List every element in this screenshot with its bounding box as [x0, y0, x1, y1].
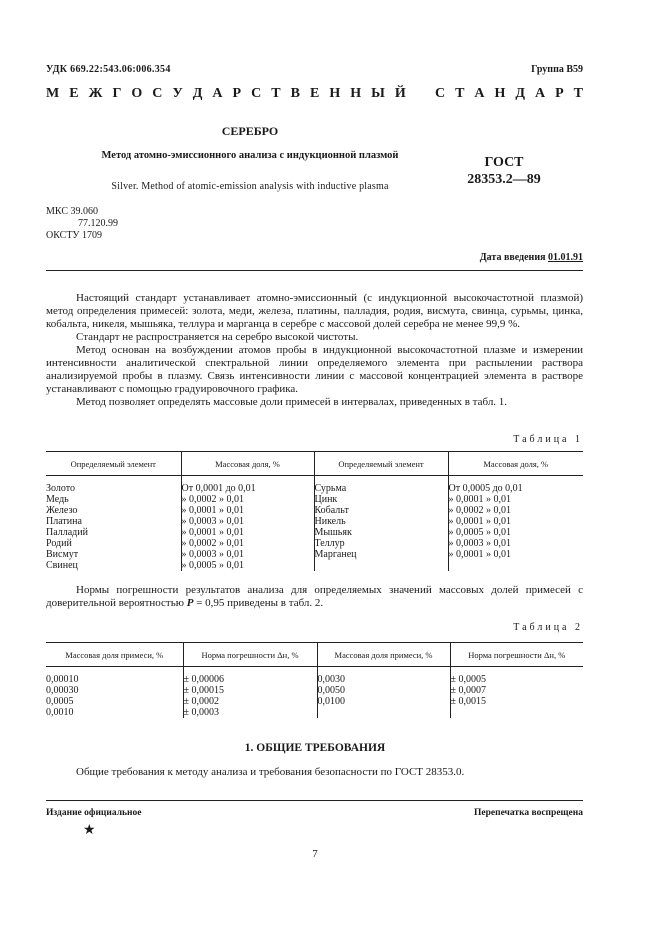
gost-code: 28353.2—89: [467, 172, 541, 187]
star-icon: ★: [83, 823, 96, 838]
gost-label: ГОСТ: [484, 155, 524, 170]
table-cell: ± 0,00006: [183, 674, 224, 685]
table1-header: Определяемый элемент: [314, 452, 448, 476]
document-title: СЕРЕБРО: [221, 124, 279, 138]
table-cell: 0,0010: [46, 707, 74, 718]
effective-date: [480, 252, 583, 263]
table2-caption: Таблица 2: [513, 622, 583, 633]
paragraph: Метод позволяет определять массовые доли примесей в интервалах, приведенных в табл. 1.: [76, 396, 508, 408]
table-cell: Марганец: [314, 549, 357, 560]
table-cell: Палладий: [46, 527, 88, 538]
table-cell: ± 0,00015: [183, 685, 224, 696]
table-cell: Свинец: [46, 560, 78, 571]
mks-code-second: 77.120.99: [78, 218, 118, 229]
table-cell: » 0,0002 » 0,01: [181, 538, 244, 549]
table2-col-values-right: [317, 667, 450, 719]
banner-word: С Т А Н Д А Р Т: [435, 86, 583, 101]
table-cell: » 0,0001 » 0,01: [448, 494, 511, 505]
table2-header: Норма погрешности Δн, %: [450, 643, 583, 667]
table-cell: » 0,0002 » 0,01: [448, 505, 511, 516]
table-cell: 0,0100: [317, 696, 345, 707]
effective-date-value: 01.01.91: [548, 252, 583, 263]
table2-header: Массовая доля примеси, %: [317, 643, 450, 667]
group-code: Группа В59: [531, 64, 583, 75]
table-cell: Мышьяк: [314, 527, 352, 538]
table1-caption: Таблица 1: [513, 434, 583, 445]
table-cell: 0,00030: [46, 685, 79, 696]
effective-date-label: Дата введения: [479, 252, 546, 263]
classification-codes: [46, 206, 118, 242]
table-cell: 0,0050: [317, 685, 345, 696]
table2-col-values-left: [46, 667, 183, 719]
table1-header: Массовая доля, %: [448, 452, 583, 476]
table-cell: Висмут: [46, 549, 79, 560]
table-cell: » 0,0001 » 0,01: [181, 505, 244, 516]
table-cell: 0,0005: [46, 696, 74, 707]
tolerance-text: [46, 584, 583, 610]
mks-code: МКС 39.060: [46, 206, 98, 217]
table-cell: » 0,0001 » 0,01: [181, 527, 244, 538]
subtitle-english: Silver. Method of atomic-emission analysis with inductive plasma: [111, 181, 389, 192]
section-heading: 1. ОБЩИЕ ТРЕБОВАНИЯ: [244, 742, 386, 754]
table2: [46, 642, 583, 718]
page-number: 7: [312, 848, 318, 860]
header-divider: [46, 270, 583, 271]
okstu-code: ОКСТУ 1709: [46, 230, 103, 241]
table1-header: Массовая доля, %: [181, 452, 314, 476]
paragraph: Стандарт не распространяется на серебро высокой чистоты.: [76, 331, 359, 343]
standard-banner: [46, 86, 583, 102]
table1-col-elements-right: [314, 476, 448, 572]
table-cell: ± 0,0003: [183, 707, 219, 718]
paragraph: Настоящий стандарт устанавливает атомно-эмиссионный (с индукционной высокочастотной плазмой) метод определения примесей: золота, меди, железа, платины, палладия, родия, висмута, свинца, сурьмы, цинка, кобальта, никеля, мышьяка, теллура и марганца в серебре с массовой долей серебра не менее 99,9 %.: [46, 292, 583, 330]
subtitle-russian: Метод атомно-эмиссионного анализа с индукционной плазмой: [101, 150, 399, 161]
table-cell: Золото: [46, 483, 75, 494]
table-cell: Цинк: [314, 494, 338, 505]
table1-col-ranges-left: [181, 476, 314, 572]
paragraph: Общие требования к методу анализа и требования безопасности по ГОСТ 28353.0.: [76, 766, 465, 778]
table-cell: » 0,0003 » 0,01: [448, 538, 511, 549]
table-cell: ± 0,0007: [450, 685, 486, 696]
edition-note: Издание официальное: [46, 808, 142, 818]
table2-col-errors-right: [450, 667, 583, 719]
table-cell: » 0,0005 » 0,01: [181, 560, 244, 571]
intro-text: [46, 292, 583, 409]
table-cell: Сурьма: [314, 483, 347, 494]
table-cell: Медь: [46, 494, 69, 505]
banner-word: М Е Ж Г О С У Д А Р С Т В Е Н Н Ы Й: [46, 86, 406, 101]
table-cell: От 0,0001 до 0,01: [181, 483, 256, 494]
table-cell: От 0,0005 до 0,01: [448, 483, 523, 494]
table2-header: Массовая доля примеси, %: [46, 643, 183, 667]
table-cell: ± 0,0002: [183, 696, 219, 707]
paragraph: Нормы погрешности результатов анализа для определяемых значений массовых долей примесей с доверительной вероятностью P = 0,95 приведены в табл. 2.: [46, 584, 583, 609]
reprint-note: Перепечатка воспрещена: [473, 808, 583, 818]
table-cell: Кобальт: [314, 505, 349, 516]
table-cell: Родий: [46, 538, 72, 549]
table-cell: Никель: [314, 516, 346, 527]
table-cell: ± 0,0005: [450, 674, 486, 685]
table1: [46, 451, 583, 571]
table1-col-ranges-right: [448, 476, 583, 572]
table1-col-elements-left: [46, 476, 181, 572]
table-cell: Теллур: [314, 538, 345, 549]
udk-code: УДК 669.22:543.06:006.354: [46, 64, 171, 75]
table-cell: 0,00010: [46, 674, 79, 685]
table-cell: » 0,0002 » 0,01: [181, 494, 244, 505]
table-cell: » 0,0001 » 0,01: [448, 549, 511, 560]
table2-header: Норма погрешности Δн, %: [183, 643, 317, 667]
table-cell: » 0,0003 » 0,01: [181, 549, 244, 560]
table-cell: 0,0030: [317, 674, 345, 685]
table-cell: Платина: [46, 516, 82, 527]
table-cell: ± 0,0015: [450, 696, 486, 707]
table-cell: » 0,0005 » 0,01: [448, 527, 511, 538]
paragraph: Метод основан на возбуждении атомов пробы в индукционной высокочастотной плазме и измерении интенсивности аналитической спектральной линии определяемого элемента при распылении раствора анализируемой пробы в плазму. Связь интенсивности линии с массовой концентрацией элемента в растворе устанавливают с помощью градуировочного графика.: [46, 344, 583, 395]
section-text: [46, 766, 583, 779]
table-cell: » 0,0003 » 0,01: [181, 516, 244, 527]
table1-header: Определяемый элемент: [46, 452, 181, 476]
footer-divider: [46, 800, 583, 801]
table-cell: » 0,0001 » 0,01: [448, 516, 511, 527]
table-cell: Железо: [46, 505, 78, 516]
table2-col-errors-left: [183, 667, 317, 719]
